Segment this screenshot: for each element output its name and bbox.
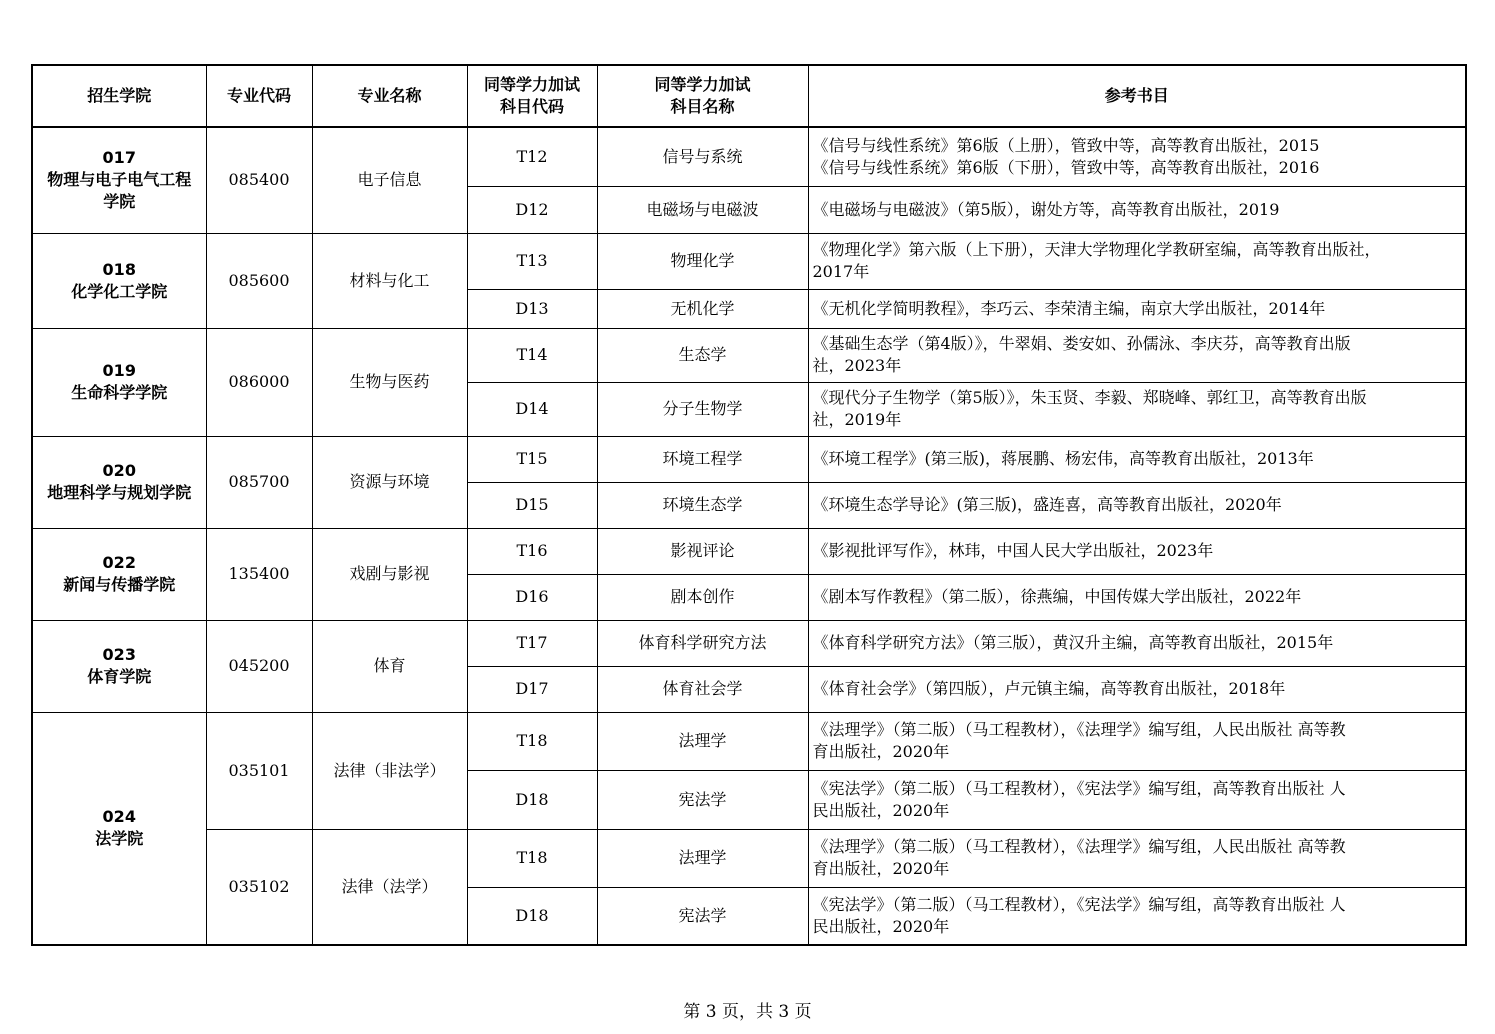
reference-book-line1: 《宪法学》（第二版）（马工程教材），《宪法学》编写组，高等教育出版社 人 xyxy=(812,894,1346,914)
reference-book-line2: 育出版社，2020年 xyxy=(812,742,950,761)
subject-name-cell: 体育社会学 xyxy=(597,666,808,712)
subject-code-cell: D12 xyxy=(467,186,597,233)
subject-code-cell: T15 xyxy=(467,436,597,482)
major-name-cell: 生物与医药 xyxy=(312,328,467,436)
subject-code-cell: D14 xyxy=(467,382,597,436)
reference-book-line1: 《信号与线性系统》第6版（上册），管致中等，高等教育出版社，2015 xyxy=(812,135,1320,155)
reference-book-cell xyxy=(808,482,1466,528)
subject-code-cell: D18 xyxy=(467,770,597,829)
college-cell xyxy=(32,436,206,528)
reference-book-cell xyxy=(808,528,1466,574)
subject-name-cell: 宪法学 xyxy=(597,770,808,829)
reference-book-cell xyxy=(808,186,1466,233)
major-name-cell: 体育 xyxy=(312,620,467,712)
major-code-cell: 045200 xyxy=(206,620,312,712)
reference-book-line1: 《电磁场与电磁波》（第5版），谢处方等，高等教育出版社，2019 xyxy=(812,199,1280,219)
header-books: 参考书目 xyxy=(808,65,1466,127)
reference-book-line1: 《环境生态学导论》(第三版)，盛连喜，高等教育出版社，2020年 xyxy=(812,495,1282,514)
subject-code-cell: T18 xyxy=(467,829,597,887)
reference-book-cell xyxy=(808,770,1466,829)
college-name-line1: 化学化工学院 xyxy=(71,281,168,301)
college-name-line1: 生命科学学院 xyxy=(71,383,168,402)
header-subject-code-line1: 同等学力加试 xyxy=(483,75,580,94)
subject-name-cell: 法理学 xyxy=(597,712,808,770)
header-subject-code-line2: 科目代码 xyxy=(499,97,564,116)
reference-book-line2: 社，2023年 xyxy=(812,356,902,375)
subject-name-cell: 剧本创作 xyxy=(597,574,808,620)
header-row xyxy=(32,65,1466,127)
header-major-name: 专业名称 xyxy=(312,65,467,127)
college-name-line1: 新闻与传播学院 xyxy=(63,575,176,594)
table-row xyxy=(32,328,1466,382)
header-major-code: 专业代码 xyxy=(206,65,312,127)
page-footer: 第 3 页，共 3 页 xyxy=(683,1002,812,1022)
header-subject-name xyxy=(597,65,808,127)
subject-code-cell: D16 xyxy=(467,574,597,620)
reference-book-line1: 《宪法学》（第二版）（马工程教材），《宪法学》编写组，高等教育出版社 人 xyxy=(812,778,1346,798)
major-name-cell: 资源与环境 xyxy=(312,436,467,528)
reference-book-line1: 《现代分子生物学（第5版）》，朱玉贤、李毅、郑晓峰、郭红卫，高等教育出版 xyxy=(812,388,1367,407)
major-code-cell: 085600 xyxy=(206,233,312,328)
college-code: 024 xyxy=(102,807,136,827)
college-code: 018 xyxy=(102,259,136,279)
reference-book-line2: 社，2019年 xyxy=(812,410,902,429)
subject-name-cell: 影视评论 xyxy=(597,528,808,574)
reference-book-cell xyxy=(808,666,1466,712)
major-code-cell: 035101 xyxy=(206,712,312,829)
college-cell xyxy=(32,528,206,620)
college-cell xyxy=(32,712,206,945)
college-name-line2: 学院 xyxy=(103,192,136,212)
subject-name-cell: 信号与系统 xyxy=(597,127,808,186)
college-name-line1: 物理与电子电气工程 xyxy=(47,170,192,190)
subject-name-cell: 无机化学 xyxy=(597,289,808,328)
major-name-cell: 电子信息 xyxy=(312,127,467,233)
reference-book-cell xyxy=(808,436,1466,482)
subject-name-cell: 分子生物学 xyxy=(597,382,808,436)
subject-code-cell: D17 xyxy=(467,666,597,712)
table-row xyxy=(32,436,1466,482)
reference-book-cell xyxy=(808,620,1466,666)
reference-book-line1: 《环境工程学》(第三版)，蒋展鹏、杨宏伟，高等教育出版社，2013年 xyxy=(812,449,1314,468)
header-subject-name-line2: 科目名称 xyxy=(670,97,735,116)
major-code-cell: 085700 xyxy=(206,436,312,528)
table-row xyxy=(32,712,1466,770)
subject-name-cell: 法理学 xyxy=(597,829,808,887)
reference-book-line2: 民出版社，2020年 xyxy=(812,916,950,936)
major-code-cell: 086000 xyxy=(206,328,312,436)
reference-book-line2: 民出版社，2020年 xyxy=(812,800,950,820)
reference-book-cell xyxy=(808,127,1466,186)
major-code-cell: 085400 xyxy=(206,127,312,233)
subject-code-cell: T13 xyxy=(467,233,597,289)
reference-book-line1: 《无机化学简明教程》，李巧云、李荣清主编，南京大学出版社，2014年 xyxy=(812,298,1326,318)
college-code: 020 xyxy=(102,461,136,480)
reference-book-line2: 2017年 xyxy=(812,262,870,281)
reference-books-table xyxy=(31,64,1467,946)
reference-book-cell xyxy=(808,233,1466,289)
college-cell xyxy=(32,328,206,436)
reference-book-line1: 《基础生态学（第4版）》，牛翠娟、娄安如、孙儒泳、李庆芬，高等教育出版 xyxy=(812,334,1351,353)
reference-book-line1: 《体育社会学》（第四版），卢元镇主编，高等教育出版社，2018年 xyxy=(812,679,1286,698)
header-college: 招生学院 xyxy=(32,65,206,127)
major-name-cell: 法律（非法学） xyxy=(312,712,467,829)
reference-book-line1: 《物理化学》第六版（上下册），天津大学物理化学教研室编，高等教育出版社， xyxy=(812,240,1381,259)
subject-name-cell: 体育科学研究方法 xyxy=(597,620,808,666)
reference-book-line2: 育出版社，2020年 xyxy=(812,859,950,878)
subject-code-cell: T16 xyxy=(467,528,597,574)
subject-code-cell: T18 xyxy=(467,712,597,770)
college-code: 017 xyxy=(102,148,136,168)
reference-book-line1: 《法理学》（第二版）（马工程教材），《法理学》编写组，人民出版社 高等教 xyxy=(812,837,1346,856)
table-row xyxy=(32,620,1466,666)
reference-book-cell xyxy=(808,712,1466,770)
reference-book-cell xyxy=(808,887,1466,945)
subject-name-cell: 电磁场与电磁波 xyxy=(597,186,808,233)
table-row xyxy=(32,829,1466,887)
reference-book-line2: 《信号与线性系统》第6版（下册），管致中等，高等教育出版社，2016 xyxy=(812,157,1320,177)
subject-name-cell: 生态学 xyxy=(597,328,808,382)
college-cell xyxy=(32,127,206,233)
college-code: 022 xyxy=(102,553,136,572)
reference-book-line1: 《剧本写作教程》（第二版），徐燕编，中国传媒大学出版社，2022年 xyxy=(812,587,1302,606)
college-name-line1: 法学院 xyxy=(95,829,144,849)
major-code-cell: 035102 xyxy=(206,829,312,945)
subject-code-cell: D15 xyxy=(467,482,597,528)
subject-name-cell: 环境生态学 xyxy=(597,482,808,528)
reference-book-cell xyxy=(808,289,1466,328)
college-name-line1: 体育学院 xyxy=(87,667,152,686)
reference-book-cell xyxy=(808,382,1466,436)
subject-name-cell: 环境工程学 xyxy=(597,436,808,482)
reference-book-cell xyxy=(808,328,1466,382)
table-row xyxy=(32,127,1466,186)
college-code: 019 xyxy=(102,361,136,380)
table-row xyxy=(32,233,1466,289)
major-name-cell: 戏剧与影视 xyxy=(312,528,467,620)
table-row xyxy=(32,528,1466,574)
header-subject-name-line1: 同等学力加试 xyxy=(654,75,751,94)
subject-name-cell: 宪法学 xyxy=(597,887,808,945)
subject-code-cell: D18 xyxy=(467,887,597,945)
reference-book-line1: 《法理学》（第二版）（马工程教材），《法理学》编写组，人民出版社 高等教 xyxy=(812,720,1346,739)
college-cell xyxy=(32,233,206,328)
subject-code-cell: T14 xyxy=(467,328,597,382)
major-code-cell: 135400 xyxy=(206,528,312,620)
subject-code-cell: T12 xyxy=(467,127,597,186)
reference-book-cell xyxy=(808,829,1466,887)
major-name-cell: 材料与化工 xyxy=(312,233,467,328)
subject-code-cell: D13 xyxy=(467,289,597,328)
header-subject-code xyxy=(467,65,597,127)
reference-book-line1: 《影视批评写作》，林玮，中国人民大学出版社，2023年 xyxy=(812,541,1214,560)
reference-book-cell xyxy=(808,574,1466,620)
college-code: 023 xyxy=(102,645,136,664)
subject-code-cell: T17 xyxy=(467,620,597,666)
reference-book-line1: 《体育科学研究方法》（第三版），黄汉升主编，高等教育出版社，2015年 xyxy=(812,633,1334,652)
major-name-cell: 法律（法学） xyxy=(312,829,467,945)
college-cell xyxy=(32,620,206,712)
subject-name-cell: 物理化学 xyxy=(597,233,808,289)
college-name-line1: 地理科学与规划学院 xyxy=(47,483,192,502)
